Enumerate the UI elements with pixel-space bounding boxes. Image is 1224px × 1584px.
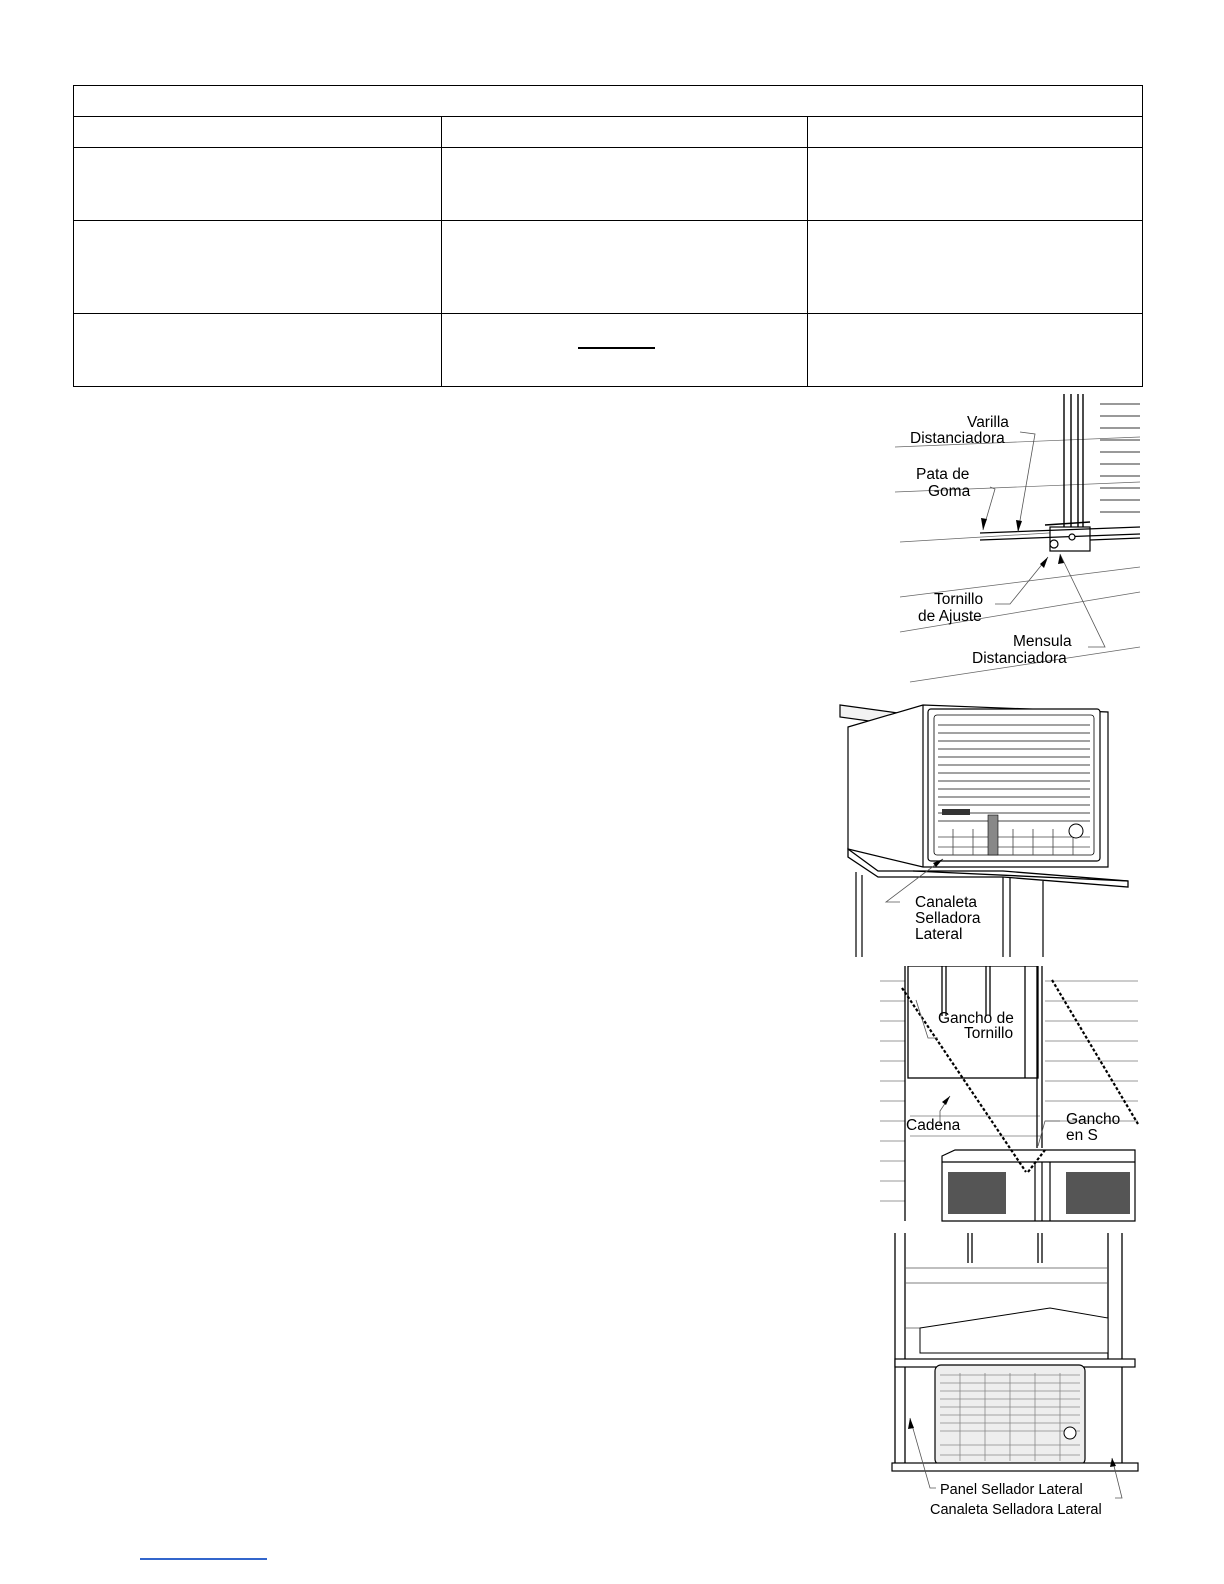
figure-ac-unit	[838, 697, 1138, 959]
label-channel-line2: Selladora	[915, 910, 981, 927]
label-chain: Cadena	[906, 1117, 961, 1134]
label-shook-line2: en S	[1066, 1127, 1098, 1144]
label-hook-line1: Gancho de	[938, 1010, 1014, 1027]
label-foot-line1: Pata de	[916, 466, 970, 483]
table-cell	[74, 221, 442, 314]
label-side-channel: Canaleta Selladora Lateral	[930, 1502, 1102, 1518]
label-bracket-line2: Distanciadora	[972, 650, 1067, 667]
table-row	[74, 221, 1143, 314]
label-shook-line1: Gancho	[1066, 1111, 1121, 1128]
label-channel-line1: Canaleta	[915, 894, 978, 911]
figure-installed-unit	[890, 1233, 1140, 1523]
label-screw-line2: de Ajuste	[918, 608, 982, 625]
table-row	[74, 117, 1143, 148]
table-title-cell	[74, 86, 1143, 117]
table-row	[74, 148, 1143, 221]
table-cell	[442, 148, 808, 221]
footer-link-underline	[140, 1558, 267, 1560]
table-cell	[74, 314, 442, 387]
underline-mark	[578, 347, 655, 349]
label-hook-line2: Tornillo	[964, 1025, 1014, 1042]
label-foot-line2: Goma	[928, 483, 971, 500]
table-cell	[442, 314, 808, 387]
table-cell	[442, 221, 808, 314]
table-cell	[74, 148, 442, 221]
table-header-cell	[74, 117, 442, 148]
label-rod-line1: Varilla	[967, 414, 1009, 431]
label-side-panel: Panel Sellador Lateral	[940, 1482, 1083, 1498]
label-bracket-line1: Mensula	[1013, 633, 1072, 650]
table-row	[74, 314, 1143, 387]
figure-chain-support	[880, 966, 1142, 1226]
table-header-cell	[442, 117, 808, 148]
table-cell	[808, 314, 1143, 387]
table-cell	[808, 221, 1143, 314]
figure-support-bracket	[890, 392, 1145, 687]
label-channel-line3: Lateral	[915, 926, 963, 943]
table-cell	[808, 148, 1143, 221]
label-rod-line2: Distanciadora	[910, 430, 1005, 447]
label-screw-line1: Tornillo	[934, 591, 984, 608]
spec-table	[73, 85, 1143, 387]
table-row	[74, 86, 1143, 117]
table-header-cell	[808, 117, 1143, 148]
